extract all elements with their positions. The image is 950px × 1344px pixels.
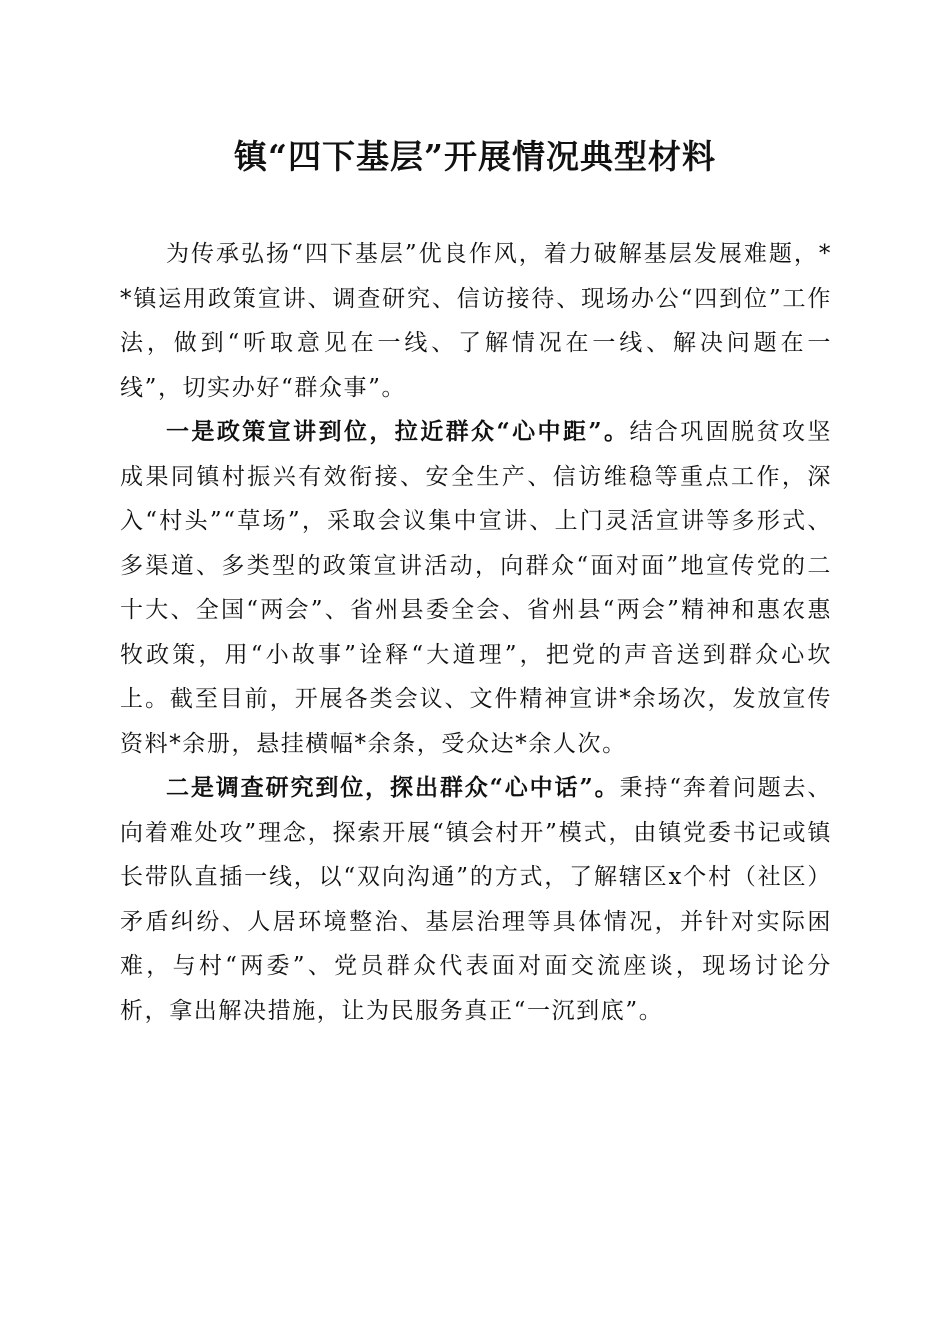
document-body: [120, 232, 832, 1033]
section-paragraph-2: [120, 766, 832, 1033]
section-paragraph-1: [120, 410, 832, 766]
document-title: 镇“四下基层”开展情况典型材料: [234, 137, 716, 176]
section-body-2: 秉持“奔着问题去、向着难处攻”理念，探索开展“镇会村开”模式，由镇党委书记或镇长带队直插一线，以“双向沟通”的方式，了解辖区x个村（社区）矛盾纠纷、人居环境整治、基层治理等具体情况，并针对实际困难，与村“两委”、党员群众代表面对面交流座谈，现场讨论分析，拿出解决措施，让为民服务真正“一沉到底”。: [120, 775, 832, 1024]
section-lead-1: 一是政策宣讲到位，拉近群众“心中距”。: [166, 418, 630, 445]
section-body-1: 结合巩固脱贫攻坚成果同镇村振兴有效衔接、安全生产、信访维稳等重点工作，深入“村头”“草场”，采取会议集中宣讲、上门灵活宣讲等多形式、多渠道、多类型的政策宣讲活动，向群众“面对面”地宣传党的二十大、全国“两会”、省州县委全会、省州县“两会”精神和惠农惠牧政策，用“小故事”诠释“大道理”，把党的声音送到群众心坎上。截至目前，开展各类会议、文件精神宣讲*余场次，发放宣传资料*余册，悬挂横幅*余条，受众达*余人次。: [120, 419, 832, 757]
intro-paragraph: 为传承弘扬“四下基层”优良作风，着力破解基层发展难题，**镇运用政策宣讲、调查研究、信访接待、现场办公“四到位”工作法，做到“听取意见在一线、了解情况在一线、解决问题在一线”，切实办好“群众事”。: [120, 241, 832, 401]
section-lead-2: 二是调查研究到位，探出群众“心中话”。: [166, 774, 620, 801]
